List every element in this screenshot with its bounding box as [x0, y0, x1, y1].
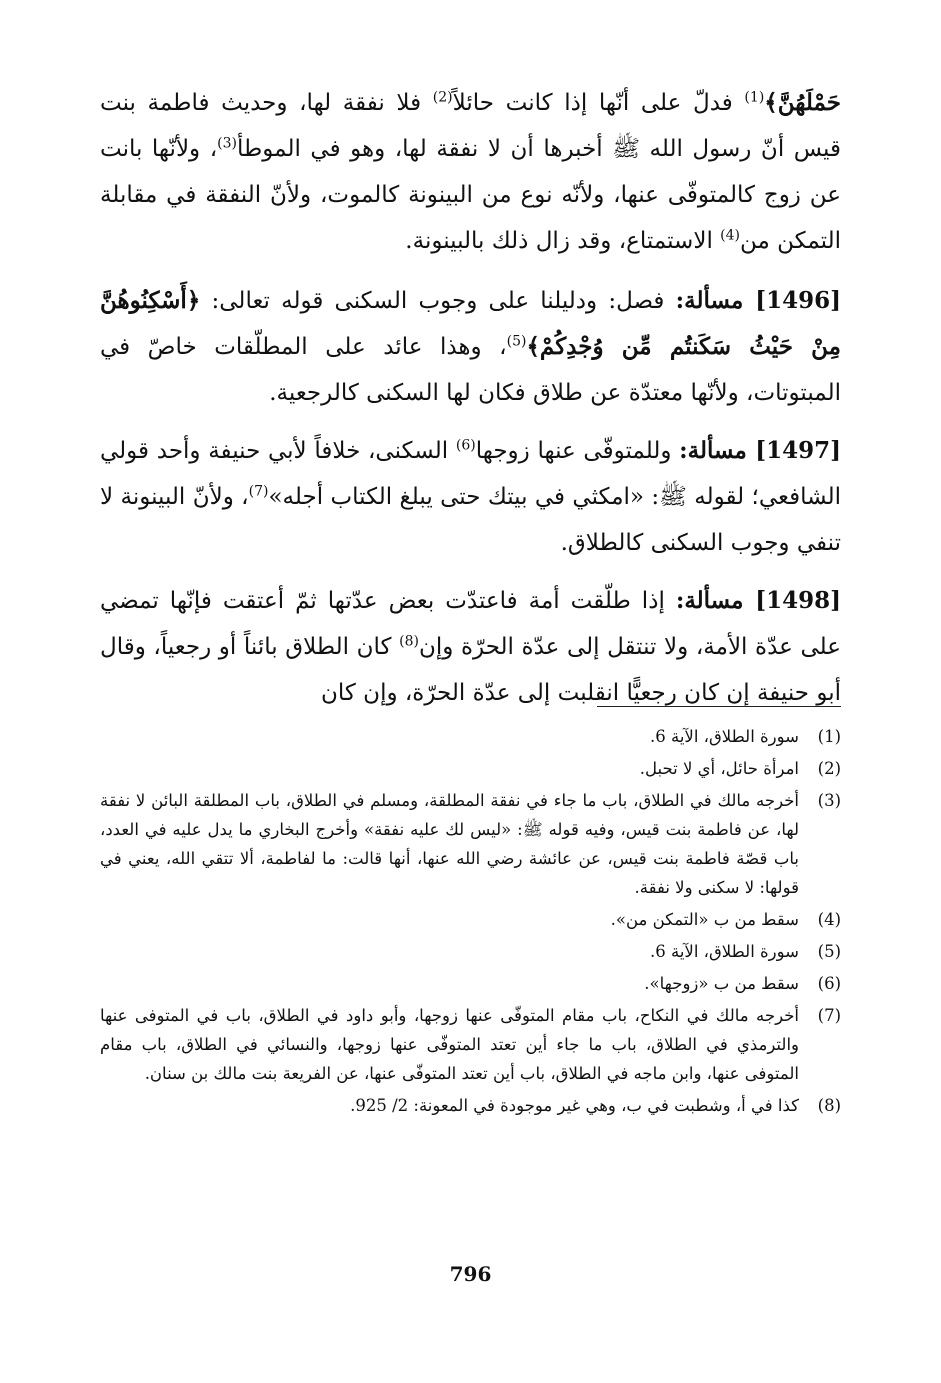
footnote-text: كذا في أ، وشطبت في ب، وهي غير موجودة في المعونة: 2/ 925. — [350, 1096, 799, 1115]
footnote-number: (3) — [817, 791, 841, 810]
footnote-number: (1) — [817, 727, 841, 746]
footnote-number: (5) — [817, 942, 841, 961]
main-text — [100, 80, 841, 728]
footnote-ref-2: (2) — [432, 89, 453, 106]
page-number: 796 — [449, 1262, 492, 1286]
quran-verse: ﴿أَسْكِنُوهُنَّ مِنْ حَيْثُ سَكَنتُم مِّن وُجْدِكُمْ﴾ — [100, 287, 841, 360]
footnote — [100, 754, 841, 783]
footnote-ref-8: (8) — [399, 633, 419, 650]
paragraph-text: وللمتوفّى عنها زوجها — [475, 438, 680, 464]
footnote — [100, 969, 841, 998]
paragraph-text: السكنى، خلافاً لأبي حنيفة وأحد قولي الشافعي؛ لقوله ﷺ: «امكثي في بيتك حتى يبلغ الكتاب أجله» — [100, 438, 841, 510]
footnote-number: (7) — [817, 1006, 841, 1025]
footnote-ref-5: (5) — [506, 333, 527, 350]
footnote-text: أخرجه مالك في النكاح، باب مقام المتوفّى عنها زوجها، وأبو داود في الطلاق، باب في المتوفى عنها والترمذي في الطلاق، باب ما جاء أين تعتد المتوفّى عنها زوجها، والنسائي في الطلاق، باب مقام المتوفى عنها، وابن ماجه في الطلاق، باب أين تعتد المتوفّى عنها، عن الفريعة بنت مالك بن سنان. — [100, 1006, 799, 1083]
footnote — [100, 1091, 841, 1120]
paragraph-text: إذا طلّقت أمة فاعتدّت بعض عدّتها ثمّ أعتقت فإنّها تمضي على عدّة الأمة، ولا تنتقل إلى عدّة الحرّة وإن — [100, 588, 841, 660]
paragraph-text: ، ولأنّ البينونة لا تنفي وجوب السكنى كالطلاق. — [100, 484, 841, 556]
paragraph-text: فدلّ على أنّها إذا كانت حائلاً — [452, 90, 745, 116]
paragraph-1 — [100, 80, 841, 264]
footnote — [100, 786, 841, 902]
footnote-text: سقط من ب «زوجها». — [644, 974, 799, 993]
quran-fragment: حَمْلَهُنَّ﴾ — [764, 89, 841, 116]
footnote-ref-6: (6) — [455, 437, 476, 454]
footnote-number: (6) — [817, 974, 841, 993]
paragraph-text: فصل: ودليلنا على وجوب السكنى قوله تعالى: — [200, 288, 676, 314]
paragraph-text: فلا نفقة لها، وحديث فاطمة بنت قيس أنّ رسول الله ﷺ أخبرها أن لا نفقة لها، وهو في الموطأ — [100, 90, 841, 162]
footnote — [100, 937, 841, 966]
footnote — [100, 1001, 841, 1088]
footnote-text: سورة الطلاق، الآية 6. — [650, 942, 799, 961]
footnote-divider — [597, 706, 841, 707]
footnote-text: امرأة حائل، أي لا تحبل. — [639, 759, 799, 778]
footnote — [100, 722, 841, 751]
footnote-text: أخرجه مالك في الطلاق، باب ما جاء في نفقة المطلقة، ومسلم في الطلاق، باب المطلقة البائن لا نفقة لها، عن فاطمة بنت قيس، وفيه قوله ﷺ: «ليس لك عليه نفقة» وأخرج البخاري ما يدل عليه في العدد، باب قصّة فاطمة بنت قيس، عن عائشة رضي الله عنها، أنها قالت: ما لفاطمة، ألا تتقي الله، يعني في قولها: لا سكنى ولا نفقة. — [100, 791, 799, 897]
footnote-ref-3: (3) — [217, 135, 237, 152]
footnote — [100, 905, 841, 934]
paragraph-1497 — [100, 428, 841, 566]
issue-heading: [1498] مسألة: — [675, 587, 841, 614]
paragraph-1498 — [100, 578, 841, 716]
paragraph-text: كان الطلاق بائناً أو رجعياً، وقال أبو حنيفة إن كان رجعيًّا انقلبت إلى عدّة الحرّة، وإن كان — [100, 634, 841, 706]
footnotes — [100, 722, 841, 1123]
footnote-number: (2) — [817, 759, 841, 778]
paragraph-text: ، ولأنّها بانت عن زوج كالمتوفّى عنها، ولأنّه نوع من البينونة كالموت، ولأنّ النفقة في مقابلة التمكن من — [100, 136, 841, 254]
footnote-ref-4: (4) — [720, 227, 741, 244]
footnote-number: (4) — [817, 910, 841, 929]
footnote-ref-1: (1) — [744, 89, 765, 106]
footnote-number: (8) — [817, 1096, 841, 1115]
paragraph-1496 — [100, 278, 841, 416]
footnote-ref-7: (7) — [248, 483, 269, 500]
issue-heading: [1496] مسألة: — [675, 287, 841, 314]
paragraph-text: ، وهذا عائد على المطلّقات خاصّ في المبتوتات، ولأنّها معتدّة عن طلاق فكان لها السكنى كالرجعية. — [100, 334, 841, 406]
issue-heading: [1497] مسألة: — [679, 437, 841, 464]
footnote-text: سقط من ب «التمكن من». — [610, 910, 799, 929]
paragraph-text: الاستمتاع، وقد زال ذلك بالبينونة. — [405, 228, 721, 254]
footnote-text: سورة الطلاق، الآية 6. — [650, 727, 799, 746]
